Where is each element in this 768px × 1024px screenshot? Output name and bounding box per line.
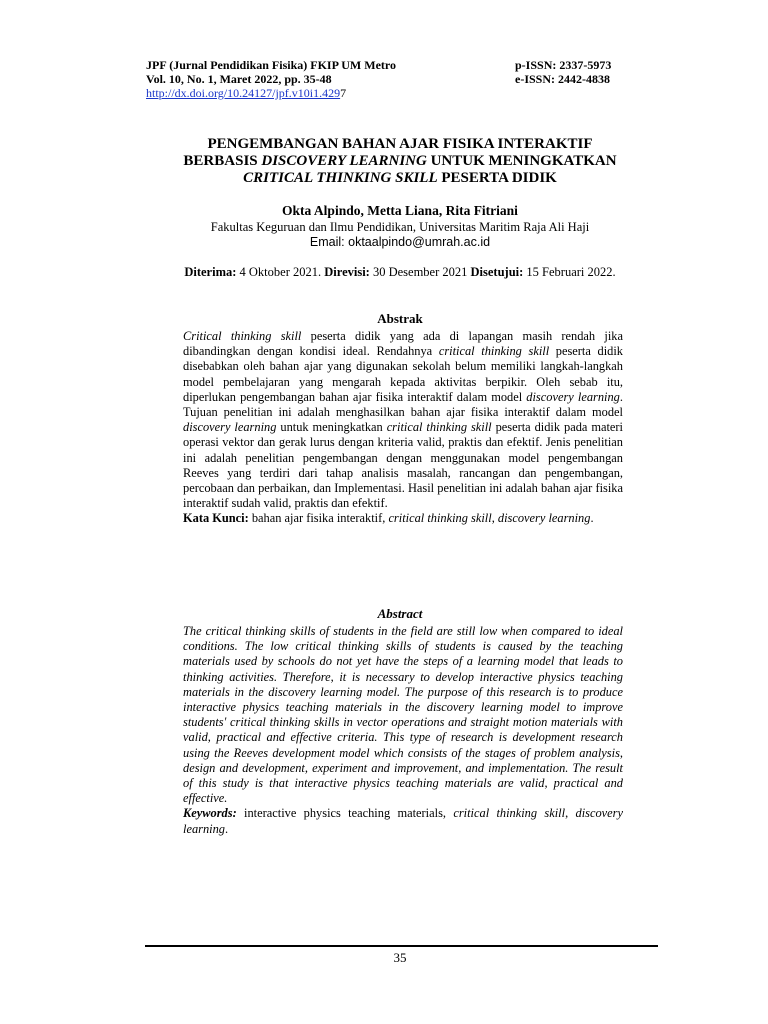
page-number: 35 [393,950,407,965]
kata-kunci-text: . [590,511,594,526]
abstrak-text: peserta didik disebabkan oleh bahan ajar yang digunakan sekolah belum memiliki langkah-langkah model pembelajaran yang mengarah kepada aktivitas berpikir. Oleh sebab itu, diperlukan pengembangan bahan ajar fisika interaktif dalam model [183,344,623,404]
email-label: Email: [309,235,349,249]
abstrak-body [183,329,623,527]
keywords [183,806,623,836]
abstrak-text: peserta didik yang ada di lapangan masih rendah jika dibandingkan dengan kondisi ideal. Rendahnya [183,329,623,359]
abstract-paragraph: The critical thinking skills of students in the field are still low when compared to ideal conditions. The low critical thinking skills of students is caused by the teaching materials used by schools do not yet have the steps of a learning model that leads to thinking activities. Therefore, it is necessary to develop interactive physics teaching materials in the discovery learning model. The purpose of this research is to produce interactive physics teaching materials in the discovery learning model to improve students' critical thinking skills in vector operations and straight motion materials with valid, practical and effective criteria. This type of research is development research using the Reeves development model which consists of the stages of problem analysis, design and development, experiment and improvement, and implementation. The result of this study is that interactive physics teaching materials are valid, practical and effective. [183,624,623,806]
authors: Okta Alpindo, Metta Liana, Rita Fitriani [282,203,518,218]
issn-block [515,58,611,86]
volume-info: Vol. 10, No. 1, Maret 2022, pp. 35-48 [146,72,332,86]
received-date: 4 Oktober 2021. [236,265,325,279]
doi-link[interactable]: http://dx.doi.org/10.24127/jpf.v10i1.429 [146,86,341,100]
email-address[interactable]: oktaalpindo@umrah.ac.id [348,235,491,249]
kata-kunci-text: bahan ajar fisika interaktif, [248,511,389,526]
abstrak-text: . Tujuan penelitian ini adalah menghasilkan bahan ajar fisika interaktif dalam model [183,389,623,420]
paper-title [150,136,650,187]
kata-kunci-text: , [491,511,498,526]
doi-tail: 7 [340,86,347,100]
title-text: UNTUK MENINGKATKAN [426,153,617,169]
keywords-text: , [565,806,576,821]
title-text: BERBASIS [183,153,262,169]
submission-dates [150,265,650,280]
abstrak-italic: critical thinking skill [438,344,550,359]
kata-kunci-label: Kata Kunci: [183,511,249,526]
kata-kunci-italic: discovery learning [497,511,591,526]
accepted-label: Disetujui: [470,265,524,279]
abstrak-text: untuk meningkatkan [276,420,387,435]
affiliation: Fakultas Keguruan dan Ilmu Pendidikan, Universitas Maritim Raja Ali Haji [210,220,590,234]
keywords-italic: critical thinking skill [453,806,566,821]
abstrak-italic: Critical thinking skill [183,329,302,343]
accepted-date: 15 Februari 2022. [523,265,616,279]
journal-name: JPF (Jurnal Pendidikan Fisika) FKIP UM Metro [146,58,397,72]
kata-kunci [183,511,623,526]
abstrak-paragraph [183,329,623,511]
journal-header [146,58,396,100]
email-line [150,235,650,249]
abstract-heading: Abstract [377,606,423,621]
keywords-text: interactive physics teaching materials, [236,806,454,821]
keywords-label: Keywords: [183,806,237,821]
abstrak-heading: Abstrak [377,311,423,326]
abstrak-italic: discovery learning [183,420,277,435]
title-line-3 [150,170,650,187]
abstrak-italic: discovery learning [526,389,620,404]
doi-line [146,86,396,100]
e-issn: e-ISSN: 2442-4838 [515,72,610,86]
title-text: PESERTA DIDIK [437,170,557,186]
keywords-text: . [225,821,229,836]
revised-label: Direvisi: [324,265,370,279]
abstract-body [183,624,623,837]
title-italic: DISCOVERY LEARNING [261,153,427,169]
revised-date: 30 Desember 2021 [369,265,471,279]
footer-rule [145,945,658,947]
title-italic: CRITICAL THINKING SKILL [243,170,438,186]
title-line-2 [150,153,650,170]
p-issn: p-ISSN: 2337-5973 [515,58,612,72]
abstrak-italic: critical thinking skill [386,420,492,435]
abstrak-text: peserta didik pada materi operasi vektor dan gerak lurus dengan kriteria valid, praktis dan efektif. Jenis penelitian ini adalah penelitian pengembangan dengan menggunakan model pengembangan Reeves yang terdiri dari tahap analisis masalah, rancangan dan pengembangan, percobaan dan perbaikan, dan Implementasi. Hasil penelitian ini adalah bahan ajar fisika interaktif sudah valid, praktis dan efektif. [183,420,624,511]
keywords-italic: discovery learning [183,806,623,836]
kata-kunci-italic: critical thinking skill [388,511,492,526]
title-line-1: PENGEMBANGAN BAHAN AJAR FISIKA INTERAKTIF [207,136,593,152]
received-label: Diterima: [184,265,237,279]
